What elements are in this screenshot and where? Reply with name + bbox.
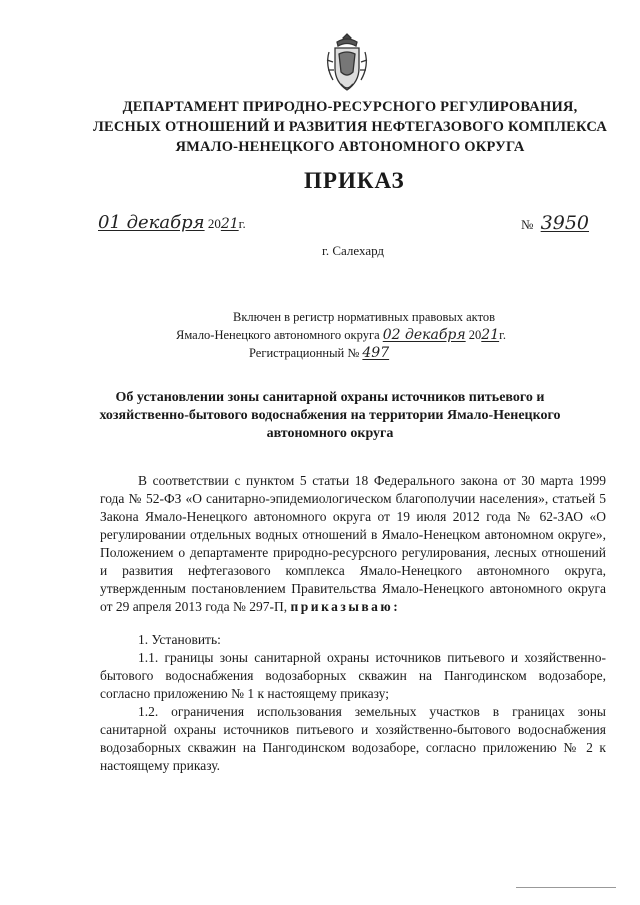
item-1-2: 1.2. ограничения использования земельных участков в границах зоны санитарной охраны источников питьевого и хозяйственно-бытового водоснабжения водозаборных скважин на Пангодинском водозаборе, согласно приложению № 2 к настоящему приказу. [100, 704, 606, 773]
handwritten-year: 21 [220, 216, 239, 232]
decree-word: приказываю: [290, 599, 401, 614]
department-line: ЛЕСНЫХ ОТНОШЕНИЙ И РАЗВИТИЯ НЕФТЕГАЗОВОГО КОМПЛЕКСА [92, 119, 608, 135]
subject-line: Об установлении зоны санитарной охраны источников питьевого и [115, 390, 545, 405]
department-line: ДЕПАРТАМЕНТ ПРИРОДНО-РЕСУРСНОГО РЕГУЛИРОВАНИЯ, [122, 99, 578, 115]
handwritten-registration-year: 21 [481, 327, 500, 343]
registration-line-2 [176, 326, 506, 344]
order-subject [95, 389, 565, 443]
handwritten-date: 01 декабря [98, 212, 205, 233]
city-label: г. Салехард [322, 243, 385, 258]
registration-line-3 [249, 344, 389, 362]
item-1-1: 1.1. границы зоны санитарной охраны источников питьевого и хозяйственно-бытового водоснабжения водозаборных скважин на Пангодинском водозаборе, согласно приложению № 1 к настоящему приказу; [100, 650, 606, 701]
department-header [60, 97, 640, 157]
number-sign: № [521, 217, 534, 232]
year-prefix: 20 [207, 216, 221, 231]
preamble-text: В соответствии с пунктом 5 статьи 18 Федерального закона от 30 марта 1999 года № 52-ФЗ «О санитарно-эпидемиологическом благополучии населения», статьей 5 Закона Ямало-Ненецкого автономного округа от 19 июля 2012 года № 62-ЗАО «О регулировании отдельных водных отношений в Ямало-Ненецком автономном округе», Положением о департаменте природно-ресурсного регулирования, лесных отношений и развития нефтегазового комплекса Ямало-Ненецкого автономного округа, утвержденным постановлением Правительства Ямало-Ненецкого автономного округа от 29 апреля 2013 года № 297-П, [100, 473, 606, 614]
handwritten-number: 3950 [540, 212, 590, 234]
department-line: ЯМАЛО-НЕНЕЦКОГО АВТОНОМНОГО ОКРУГА [175, 139, 525, 155]
order-date [98, 212, 246, 233]
registration-year-suffix: г. [499, 328, 506, 342]
order-number [521, 212, 603, 234]
coat-of-arms-emblem [323, 32, 371, 94]
registration-line-1: Включен в регистр нормативных правовых актов [233, 310, 496, 324]
order-body [100, 472, 606, 775]
subject-line: хозяйственно-бытового водоснабжения на территории Ямало-Ненецкого [99, 408, 561, 423]
document-type-title: ПРИКАЗ [304, 168, 405, 193]
handwritten-registration-number: 497 [362, 345, 390, 361]
registration-year-prefix: 20 [468, 328, 482, 342]
registration-number-label: Регистрационный № [249, 346, 360, 360]
preamble-paragraph [100, 472, 606, 616]
registration-region: Ямало-Ненецкого автономного округа [176, 328, 380, 342]
year-suffix: г. [238, 216, 246, 231]
bottom-edge-line [516, 887, 616, 888]
item-1: 1. Установить: [138, 632, 221, 647]
subject-line: автономного округа [266, 426, 394, 441]
handwritten-registration-date: 02 декабря [382, 327, 466, 343]
